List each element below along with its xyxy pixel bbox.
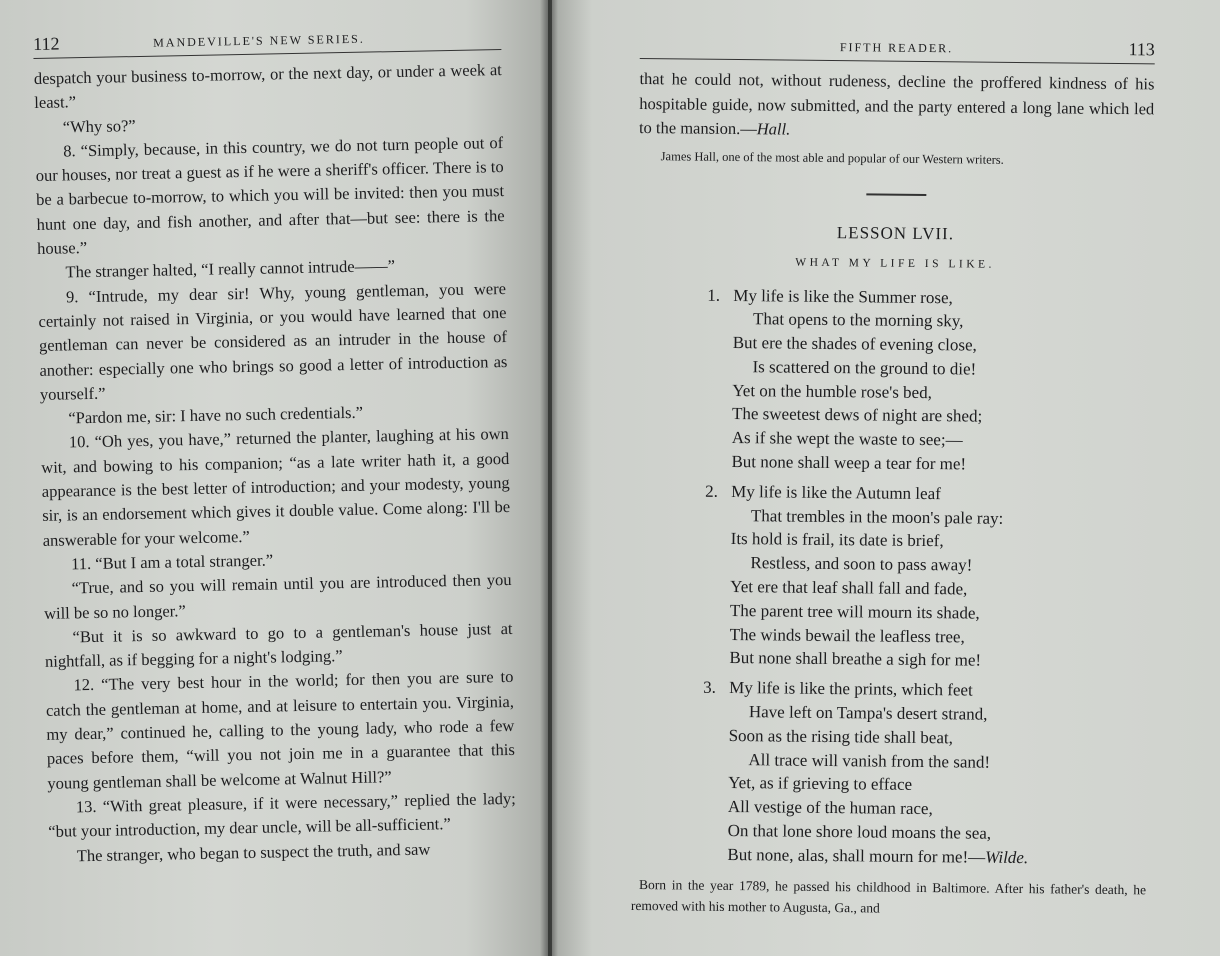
poem-line: The winds bewail the leafless tree, [729, 624, 965, 647]
paragraph: 12. “The very best hour in the world; for then you are sure to catch the gentleman at home, and at leisure to entertain you. Virginia, my dear,” continued he, calling to the young lady, who rode a few paces before them, “will you not join me in a guarantee that this young gentleman shall be welcome at Walnut Hill?” [45, 667, 516, 793]
continued-prose [639, 67, 1155, 146]
poem-line: Have left on Tampa's desert strand, [748, 702, 988, 724]
stanza-number: 3. [703, 677, 717, 698]
stanza-2 [705, 480, 1150, 675]
author-note: James Hall, one of the most able and popular of our Western writers. [660, 148, 1004, 167]
left-page-content [33, 25, 517, 869]
poem-line: The sweetest dews of night are shed; [731, 404, 983, 427]
poem-line [727, 843, 1146, 871]
left-running-header [33, 25, 501, 59]
poem-line: The parent tree will mourn its shade, [729, 600, 980, 623]
poem-line: Yet, as if grieving to efface [728, 773, 913, 795]
paragraph: 11. “But I am a total stranger.” [70, 550, 274, 574]
poem-line: But ere the shades of evening close, [732, 333, 977, 355]
paragraph: “But it is so awkward to go to a gentleman's house just at nightfall, as if begging for a night's lodging.” [44, 618, 513, 672]
paragraph: 8. “Simply, because, in this country, we do not turn people out of our houses, nor treat a guest as if he were a sheriff's officer. There is to be a barbecue to-morrow, to which you will be invited: then you must hunt one day, and fish another, and after that—but see: there is the house.” [35, 132, 505, 259]
lesson-title: LESSON LVII. [836, 222, 955, 243]
poem-line: Its hold is frail, its date is brief, [730, 529, 944, 551]
poem-line: That trembles in the moon's pale ray: [750, 505, 1004, 528]
poem-line: Restless, and soon to pass away! [750, 553, 973, 575]
poem-line: My life is like the prints, which feet [729, 678, 973, 700]
paragraph: “Why so?” [62, 115, 136, 137]
poem-line: But none shall weep a tear for me! [731, 452, 967, 474]
paragraph: 13. “With great pleasure, if it were necessary,” replied the lady; “but your introduction, my dear uncle, will be all-sufficient.” [48, 788, 516, 842]
poem-line: As if she wept the waste to see;— [731, 428, 963, 450]
section-divider [866, 193, 926, 196]
poem-line: My life is like the Summer rose, [733, 285, 953, 307]
left-page [0, 0, 548, 956]
poem-line: That opens to the morning sky, [752, 309, 964, 331]
poem-line: But none shall breathe a sigh for me! [729, 648, 982, 671]
poem-line: Soon as the rising tide shall beat, [728, 725, 954, 748]
right-running-title: FIFTH READER. [839, 40, 954, 56]
book-gutter [540, 0, 558, 956]
paragraph: 10. “Oh yes, you have,” returned the planter, laughing at his own wit, and bowing to his companion; “as a late writer hath it, a good appearance is the best letter of introduction; and your modesty, young sir, is an endorsement which gives it double value. Come along: I'll be answerable for your welcome.” [41, 424, 511, 550]
right-page [552, 0, 1220, 956]
poem-line: My life is like the Autumn leaf [731, 481, 941, 504]
left-page-number: 112 [33, 33, 60, 54]
paragraph: “True, and so you will remain until you are introduced then you will be so no longer.” [43, 570, 512, 623]
footnote: Born in the year 1789, he passed his childhood in Baltimore. After his father's death, he removed with his mother to Augusta, Ga., and [630, 876, 1147, 916]
poem-line: Yet on the humble rose's bed, [732, 380, 933, 402]
stanza-number: 1. [707, 285, 721, 305]
poem-line: All trace will vanish from the sand! [748, 749, 991, 772]
right-page-content [631, 34, 1155, 921]
poem-line-text: But none, alas, shall mourn for me!— [727, 844, 986, 867]
paragraph: The stranger, who began to suspect the truth, and saw [76, 839, 431, 865]
poem-line: On that lone shore loud moans the sea, [727, 820, 992, 843]
poem-line: All vestige of the human race, [727, 797, 933, 819]
left-running-title: MANDEVILLE'S NEW SERIES. [153, 31, 365, 50]
right-page-number: 113 [1128, 39, 1155, 60]
right-running-header [640, 34, 1155, 64]
poem-line: Is scattered on the ground to die! [752, 357, 977, 379]
prose-text: that he could not, without rudeness, decline the proffered kindness of his hospitable guide, now submitted, and the party entered a long lane which led to the mansion.— [638, 68, 1155, 139]
paragraph: 9. “Intrude, my dear sir! Why, young gentleman, you were certainly not raised in Virginia, or you would have learned that one gentleman can never be considered as an intruder in the house of another: especially one who brings so good a letter of introduction as yourself.” [38, 278, 508, 404]
stanza-3 [703, 676, 1148, 871]
paragraph: despatch your business to-morrow, or the next day, or under a week at least.” [33, 60, 502, 113]
poem-attribution: Wilde. [985, 847, 1029, 867]
stanza-1 [707, 283, 1152, 478]
paragraph: “Pardon me, sir: I have no such credentials.” [68, 402, 364, 428]
paragraph: The stranger halted, “I really cannot intrude——” [65, 256, 396, 282]
prose-author: Hall. [756, 119, 791, 139]
poem-line: Yet ere that leaf shall fall and fade, [730, 577, 968, 599]
poem-title: WHAT MY LIFE IS LIKE. [795, 256, 995, 271]
stanza-number: 2. [705, 481, 719, 501]
